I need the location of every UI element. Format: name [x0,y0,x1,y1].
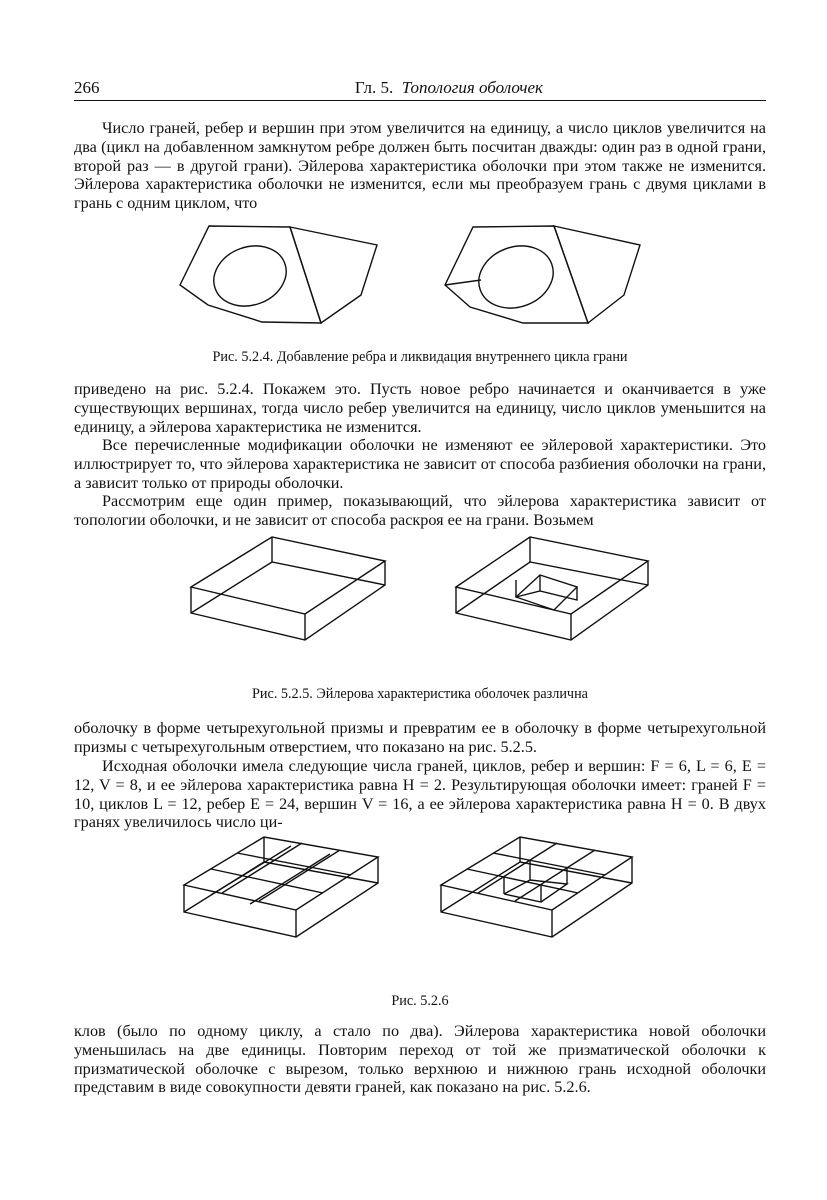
fig-526-right-grid-line [515,850,595,901]
fig-526-right-grid-line [493,853,605,875]
paragraph-6: Исходная оболочки имела следующие числа граней, циклов, ребер и вершин: F = 6, L = 6, E = 12, V = 8, и ее эйлерова характеристика равна H = 2. Результирующая оболочки имеет: граней F = 10, циклов L = 12, ребер E = 24, вершин V = 16, а ее эйлерова характеристика равна H = 0. В двух гранях увеличилось число ци- [74,757,766,832]
figure-5-2-5-caption: Рис. 5.2.5. Эйлерова характеристика оболочек различна [252,686,588,702]
figure-5-2-6-caption: Рис. 5.2.6 [391,993,449,1009]
paragraph-3: Все перечисленные модификации оболочки не изменяют ее эйлеровой характеристики. Это иллюстрирует то, что эйлерова характеристика не зависит от способа разбиения оболочки на грани, а зависит только от природы оболочки. [74,436,766,492]
paragraph-5: оболочку в форме четырехугольной призмы и превратим ее в оболочку в форме четырехугольной призмы с четырехугольным отверстием, что показано на рис. 5.2.5. [74,719,766,756]
paragraph-4: Рассмотрим еще один пример, показывающий, что эйлерова характеристика зависит от топологии оболочки, и не зависит от способа раскроя ее на грани. Возьмем [74,492,766,529]
chapter-prefix: Гл. 5. [354,78,394,97]
paragraph-1: Число граней, ребер и вершин при этом увеличится на единицу, а число циклов увеличится на два (цикл на добавленном замкнутом ребре должен быть посчитан дважды: один раз в одной грани, второй раз — в другой грани). Эйлерова характеристика оболочки при этом также не изменится. Эйлерова характеристика оболочки не изменится, если мы преобразуем грань с двумя циклами в грань с одним циклом, что [74,119,766,213]
paragraph-7: клов (было по одному циклу, а стало по два). Эйлерова характеристика новой оболочки уменьшилась на две единицы. Повторим переход от той же призматической оболочки к призматической оболочке с вырезом, только верхнюю и нижнюю грань исходной оболочки представим в виде совокупности девяти граней, как показано на рис. 5.2.6. [74,1022,766,1097]
fig-526-right-top-face [441,837,632,910]
figure-5-2-4-caption: Рис. 5.2.4. Добавление ребра и ликвидация внутреннего цикла грани [212,349,628,365]
paragraph-2: приведено на рис. 5.2.4. Покажем это. Пусть новое ребро начинается и оканчивается в уже существующих вершинах, тогда число ребер увеличится на единицу, число циклов уменьшится на единицу, а эйлерова характеристика не изменится. [74,380,766,436]
fig-526-left-top-face [184,837,378,910]
fig-526-left-grid-line [237,853,351,875]
fig-526-right-prism [441,837,632,937]
page-number: 266 [74,78,100,97]
chapter-title: Топология оболочек [401,78,543,97]
fig-526-left-prism [184,837,378,937]
